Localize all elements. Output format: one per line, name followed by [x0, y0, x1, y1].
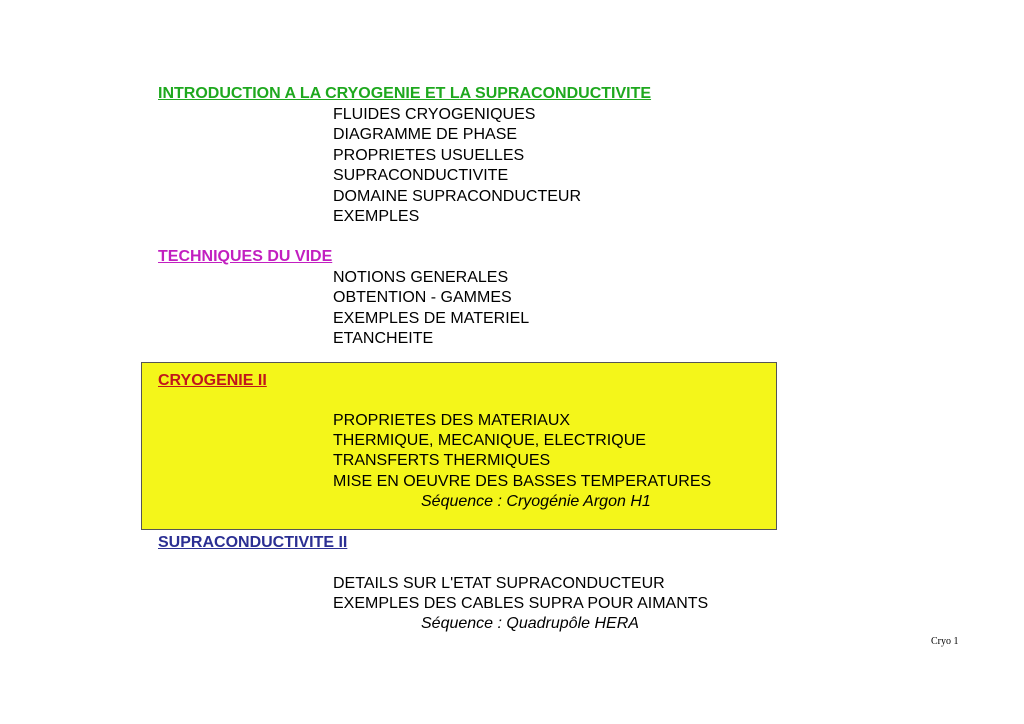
list-item: SUPRACONDUCTIVITE: [333, 167, 509, 184]
list-item: ETANCHEITE: [333, 330, 434, 347]
list-item: EXEMPLES DE MATERIEL: [333, 310, 530, 327]
list-item: PROPRIETES USUELLES: [333, 147, 525, 164]
list-item: MISE EN OEUVRE DES BASSES TEMPERATURES: [333, 473, 712, 490]
list-item: THERMIQUE, MECANIQUE, ELECTRIQUE: [333, 432, 646, 449]
list-item: DETAILS SUR L'ETAT SUPRACONDUCTEUR: [333, 575, 665, 592]
section-heading-intro: INTRODUCTION A LA CRYOGENIE ET LA SUPRACONDUCTIVITE: [158, 85, 652, 102]
list-item: PROPRIETES DES MATERIAUX: [333, 412, 571, 429]
list-item: FLUIDES CRYOGENIQUES: [333, 106, 536, 123]
list-item: NOTIONS GENERALES: [333, 269, 509, 286]
list-item: EXEMPLES DES CABLES SUPRA POUR AIMANTS: [333, 595, 709, 612]
section-heading-cryogenie-ii: CRYOGENIE II: [158, 372, 267, 389]
list-item: DOMAINE SUPRACONDUCTEUR: [333, 188, 582, 205]
list-item: TRANSFERTS THERMIQUES: [333, 452, 551, 469]
sequence-note: Séquence : Quadrupôle HERA: [421, 615, 639, 632]
sequence-note: Séquence : Cryogénie Argon H1: [421, 493, 651, 510]
section-heading-supra-ii: SUPRACONDUCTIVITE II: [158, 534, 348, 551]
page-footer: Cryo 1: [931, 636, 959, 647]
list-item: EXEMPLES: [333, 208, 420, 225]
section-heading-vide: TECHNIQUES DU VIDE: [158, 248, 333, 265]
list-item: DIAGRAMME DE PHASE: [333, 126, 518, 143]
list-item: OBTENTION - GAMMES: [333, 289, 512, 306]
